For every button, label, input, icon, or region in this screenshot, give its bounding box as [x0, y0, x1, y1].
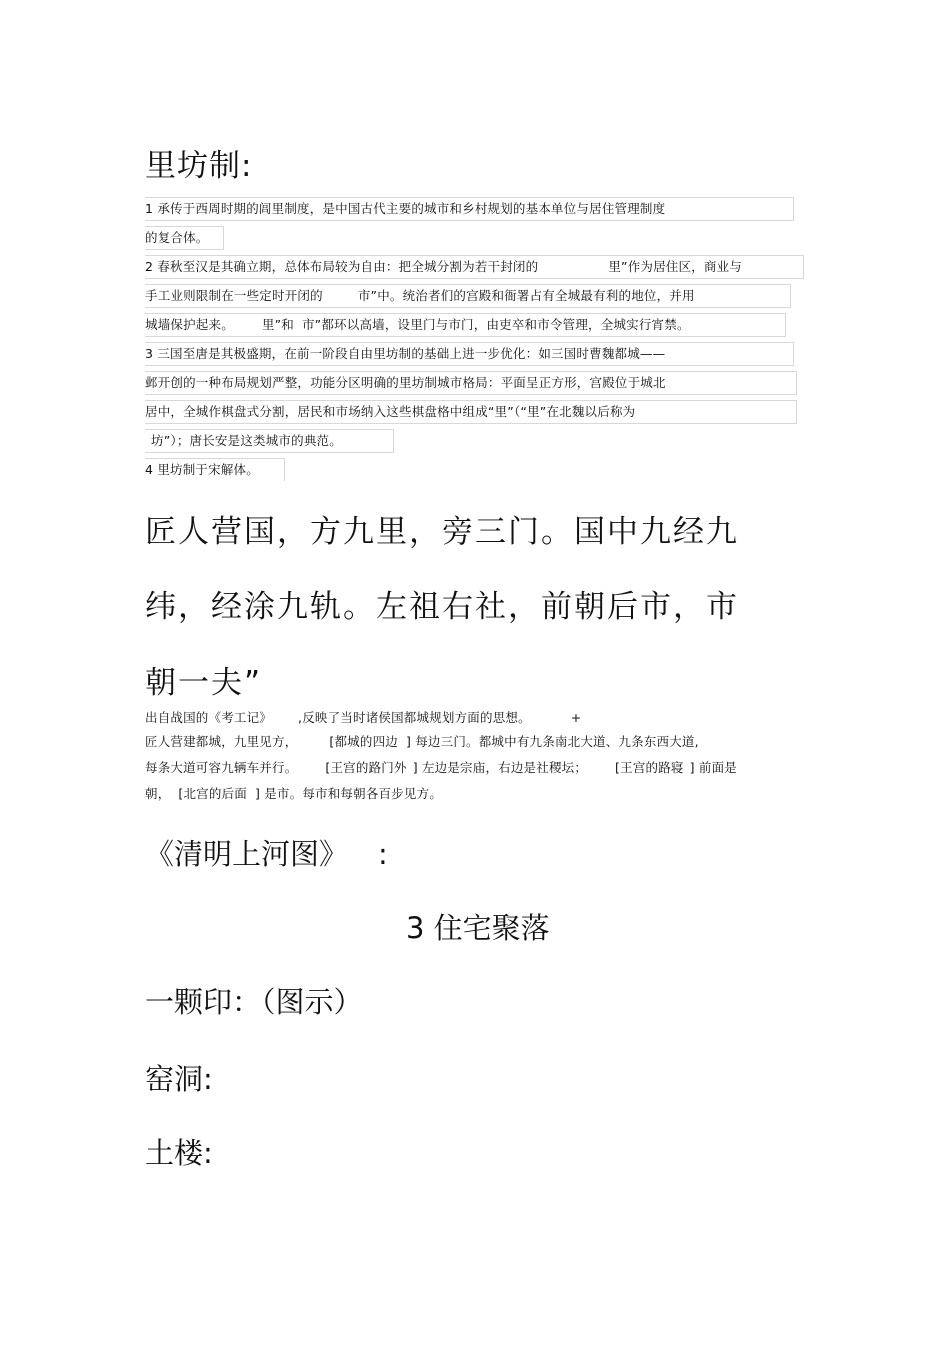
lifang-line-9: 坊”）；唐长安是这类城市的典范。	[145, 429, 394, 453]
kaogongji-explain-line-1: 匠人营建都城，九里见方， [都城的四边 ] 每边三门。都城中有九条南北大道、九条东西大道,	[145, 734, 699, 749]
kaogongji-quote-line-2: 纬，经涂九轨。左祖右社，前朝后市，市	[145, 589, 739, 625]
section-title-residential: 3 住宅聚落	[406, 911, 550, 945]
section-heading-qingming: 《清明上河图》 :	[145, 837, 388, 871]
section-heading-tulou: 土楼:	[145, 1136, 213, 1170]
section-heading-yikeyin: 一颗印：（图示）	[145, 985, 363, 1019]
kaogongji-quote-line-1: 匠人营国，方九里，旁三门。国中九经九	[145, 514, 739, 550]
lifang-line-4: 手工业则限制在一些定时开闭的 市”中。统治者们的宫殿和衙署占有全城最有利的地位，并用	[145, 284, 791, 308]
kaogongji-explain-line-3: 朝， [北宫的后面 ] 是市。每市和每朝各百步见方。	[145, 786, 443, 801]
lifang-line-2: 的复合体。	[145, 226, 224, 250]
lifang-line-1: 1 承传于西周时期的闾里制度，是中国古代主要的城市和乡村规划的基本单位与居住管理制度	[145, 197, 794, 221]
section-heading-yaodong: 窑洞:	[145, 1062, 213, 1096]
lifang-line-6: 3 三国至唐是其极盛期，在前一阶段自由里坊制的基础上进一步优化：如三国时曹魏都城——	[145, 342, 794, 366]
lifang-line-3: 2 春秋至汉是其确立期，总体布局较为自由：把全城分割为若干封闭的 里”作为居住区，商业与	[145, 255, 804, 279]
kaogongji-quote-line-3: 朝一夫”	[145, 665, 263, 701]
kaogongji-explain-line-2: 每条大道可容九辆车并行。 [王宫的路门外 ] 左边是宗庙，右边是社稷坛； [王宫的路寝 ] 前面是	[145, 760, 737, 775]
lifang-line-8: 居中，全城作棋盘式分割，居民和市场纳入这些棋盘格中组成“里”（“里”在北魏以后称为	[145, 400, 797, 424]
lifang-line-5: 城墙保护起来。 里”和 市”都环以高墙，设里门与市门，由吏卒和市令管理，全城实行宵禁。	[145, 313, 786, 337]
kaogongji-source: 出自战国的《考工记》 ,反映了当时诸侯国都城规划方面的思想。 +	[145, 710, 582, 725]
lifang-line-10: 4 里坊制于宋解体。	[145, 458, 285, 481]
lifang-line-7: 邺开创的一种布局规划严整，功能分区明确的里坊制城市格局：平面呈正方形，宫殿位于城北	[145, 371, 797, 395]
section-heading-lifang: 里坊制:	[145, 148, 253, 184]
